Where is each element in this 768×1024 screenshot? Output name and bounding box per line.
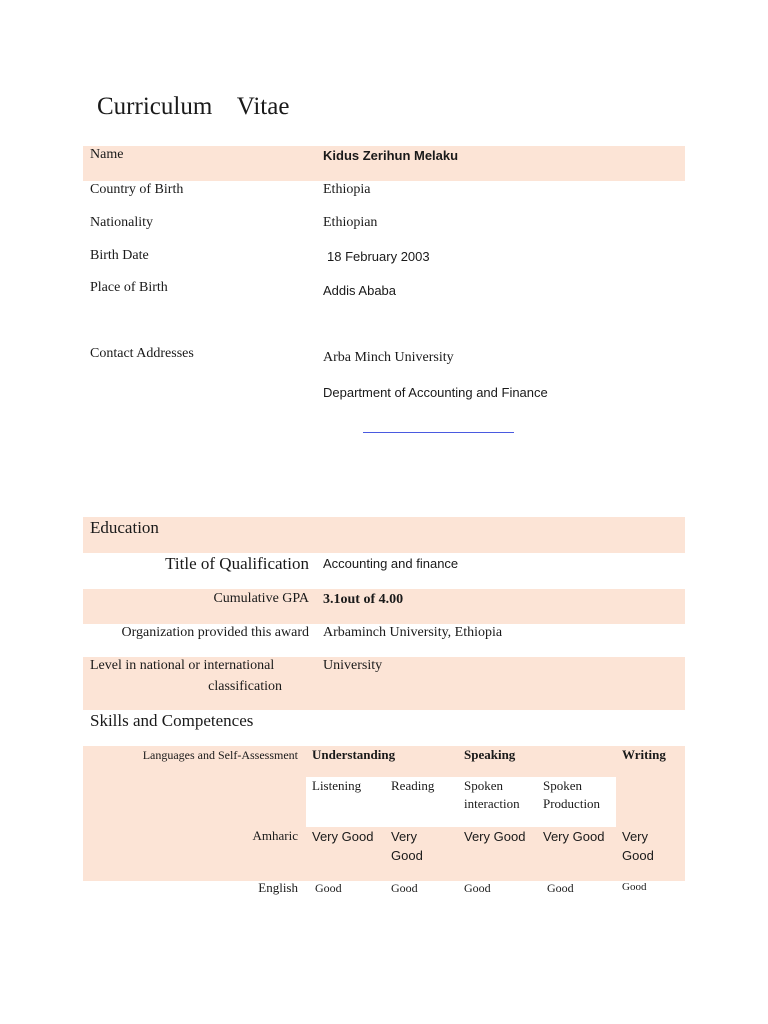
nationality-value: Ethiopian <box>323 215 378 230</box>
education-heading: Education <box>90 518 159 537</box>
listening-header: Listening <box>312 778 362 793</box>
name-label: Name <box>90 147 124 162</box>
amharic-writing-1: Very <box>622 829 649 844</box>
languages-label: Languages and Self-Assessment <box>142 748 298 762</box>
understanding-header: Understanding <box>312 747 396 762</box>
name-value: Kidus Zerihun Melaku <box>323 148 459 163</box>
contact-label: Contact Addresses <box>90 346 194 361</box>
english-listening: Good <box>315 881 342 895</box>
writing-header: Writing <box>622 747 666 762</box>
amharic-reading-2: Good <box>391 848 423 863</box>
birthdate-label: Birth Date <box>90 248 149 263</box>
spoken-production-header-1: Spoken <box>543 778 582 793</box>
contact-line2: Department of Accounting and Finance <box>323 385 548 400</box>
org-label: Organization provided this award <box>121 625 309 640</box>
place-label: Place of Birth <box>90 280 168 295</box>
nationality-label: Nationality <box>90 215 153 230</box>
reading-header: Reading <box>391 778 435 793</box>
speaking-header: Speaking <box>464 747 516 762</box>
email-link-underline[interactable] <box>363 432 514 433</box>
amharic-reading-1: Very <box>391 829 418 844</box>
qualification-label: Title of Qualification <box>165 554 309 573</box>
level-label-line1: Level in national or international <box>90 658 275 673</box>
level-label-line2: classification <box>208 679 282 694</box>
contact-line1: Arba Minch University <box>323 350 454 365</box>
gpa-label: Cumulative GPA <box>213 591 309 606</box>
english-interaction: Good <box>464 881 491 895</box>
english-writing: Good <box>622 881 647 893</box>
english-production: Good <box>547 881 574 895</box>
page-title: Curriculum Vitae <box>97 93 290 120</box>
language-name-amharic: Amharic <box>252 828 298 843</box>
english-reading: Good <box>391 881 418 895</box>
gpa-value: 3.1out of 4.00 <box>323 592 404 607</box>
education-heading-band <box>83 517 685 553</box>
spoken-interaction-header-2: interaction <box>464 796 520 811</box>
amharic-writing-2: Good <box>622 848 654 863</box>
spoken-production-header-2: Production <box>543 796 601 811</box>
skills-heading: Skills and Competences <box>90 711 254 730</box>
language-name-english: English <box>258 880 298 895</box>
amharic-listening: Very Good <box>312 829 374 844</box>
org-value: Arbaminch University, Ethiopia <box>323 625 503 640</box>
spoken-interaction-header-1: Spoken <box>464 778 503 793</box>
amharic-interaction: Very Good <box>464 829 526 844</box>
qualification-value: Accounting and finance <box>323 556 459 571</box>
country-label: Country of Birth <box>90 182 184 197</box>
country-value: Ethiopia <box>323 182 371 197</box>
place-value: Addis Ababa <box>323 283 397 298</box>
level-value: University <box>323 658 383 673</box>
amharic-production: Very Good <box>543 829 605 844</box>
birthdate-value: 18 February 2003 <box>327 249 430 264</box>
